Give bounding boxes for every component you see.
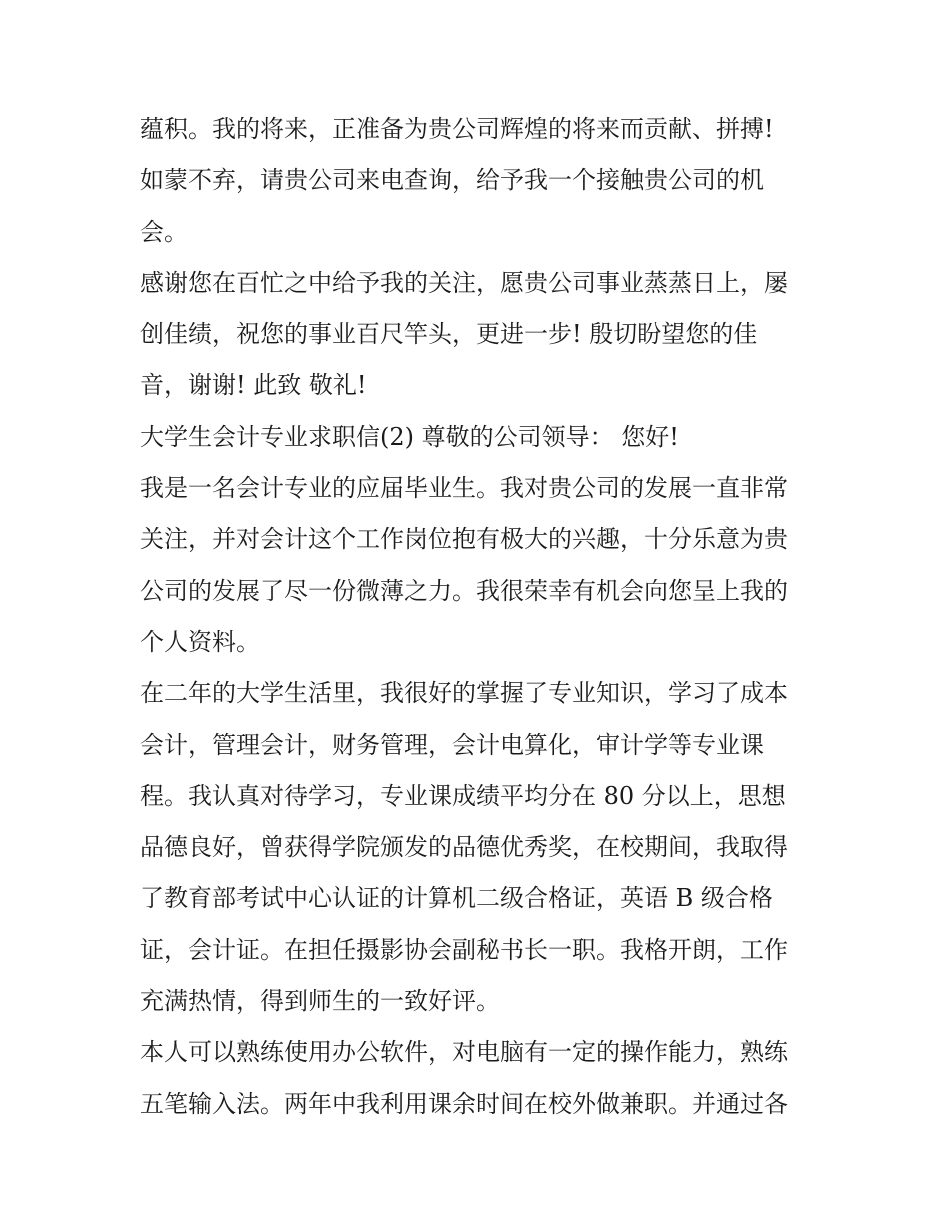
text-line-10: 公司的发展了尽一份微薄之力。我很荣幸有机会向您呈上我的	[140, 576, 788, 605]
text-line-6: 音，谢谢! 此致 敬礼!	[140, 371, 367, 400]
document-body	[140, 104, 830, 1130]
text-line-20: 五笔输入法。两年中我利用课余时间在校外做兼职。并通过各	[140, 1089, 788, 1118]
text-line-16: 了教育部考试中心认证的计算机二级合格证，英语 B 级合格	[140, 884, 773, 913]
text-line-2: 如蒙不弃，请贵公司来电查询，给予我一个接触贵公司的机	[140, 166, 764, 195]
text-line-14: 程。我认真对待学习，专业课成绩平均分在 80 分以上，思想	[140, 781, 786, 810]
text-line-13: 会计，管理会计，财务管理，会计电算化，审计学等专业课	[140, 730, 764, 759]
text-line-11: 个人资料。	[140, 627, 260, 656]
text-line-5: 创佳绩，祝您的事业百尺竿头，更进一步! 殷切盼望您的佳	[140, 320, 758, 349]
text-line-9: 关注，并对会计这个工作岗位抱有极大的兴趣，十分乐意为贵	[140, 525, 788, 554]
text-line-17: 证，会计证。在担任摄影协会副秘书长一职。我格开朗，工作	[140, 935, 788, 964]
text-line-18: 充满热情，得到师生的一致好评。	[140, 987, 500, 1016]
text-line-4: 感谢您在百忙之中给予我的关注，愿贵公司事业蒸蒸日上，屡	[140, 268, 788, 297]
text-line-3: 会。	[140, 217, 188, 246]
text-line-1: 蕴积。我的将来，正准备为贵公司辉煌的将来而贡献、拼搏!	[140, 115, 774, 143]
text-line-8: 我是一名会计专业的应届毕业生。我对贵公司的发展一直非常	[140, 474, 788, 503]
text-line-15: 品德良好，曾获得学院颁发的品德优秀奖，在校期间，我取得	[140, 833, 788, 862]
text-line-12: 在二年的大学生活里，我很好的掌握了专业知识，学习了成本	[140, 679, 788, 708]
text-line-7: 大学生会计专业求职信(2) 尊敬的公司领导： 您好!	[140, 422, 679, 451]
text-line-19: 本人可以熟练使用办公软件，对电脑有一定的操作能力，熟练	[140, 1038, 788, 1067]
